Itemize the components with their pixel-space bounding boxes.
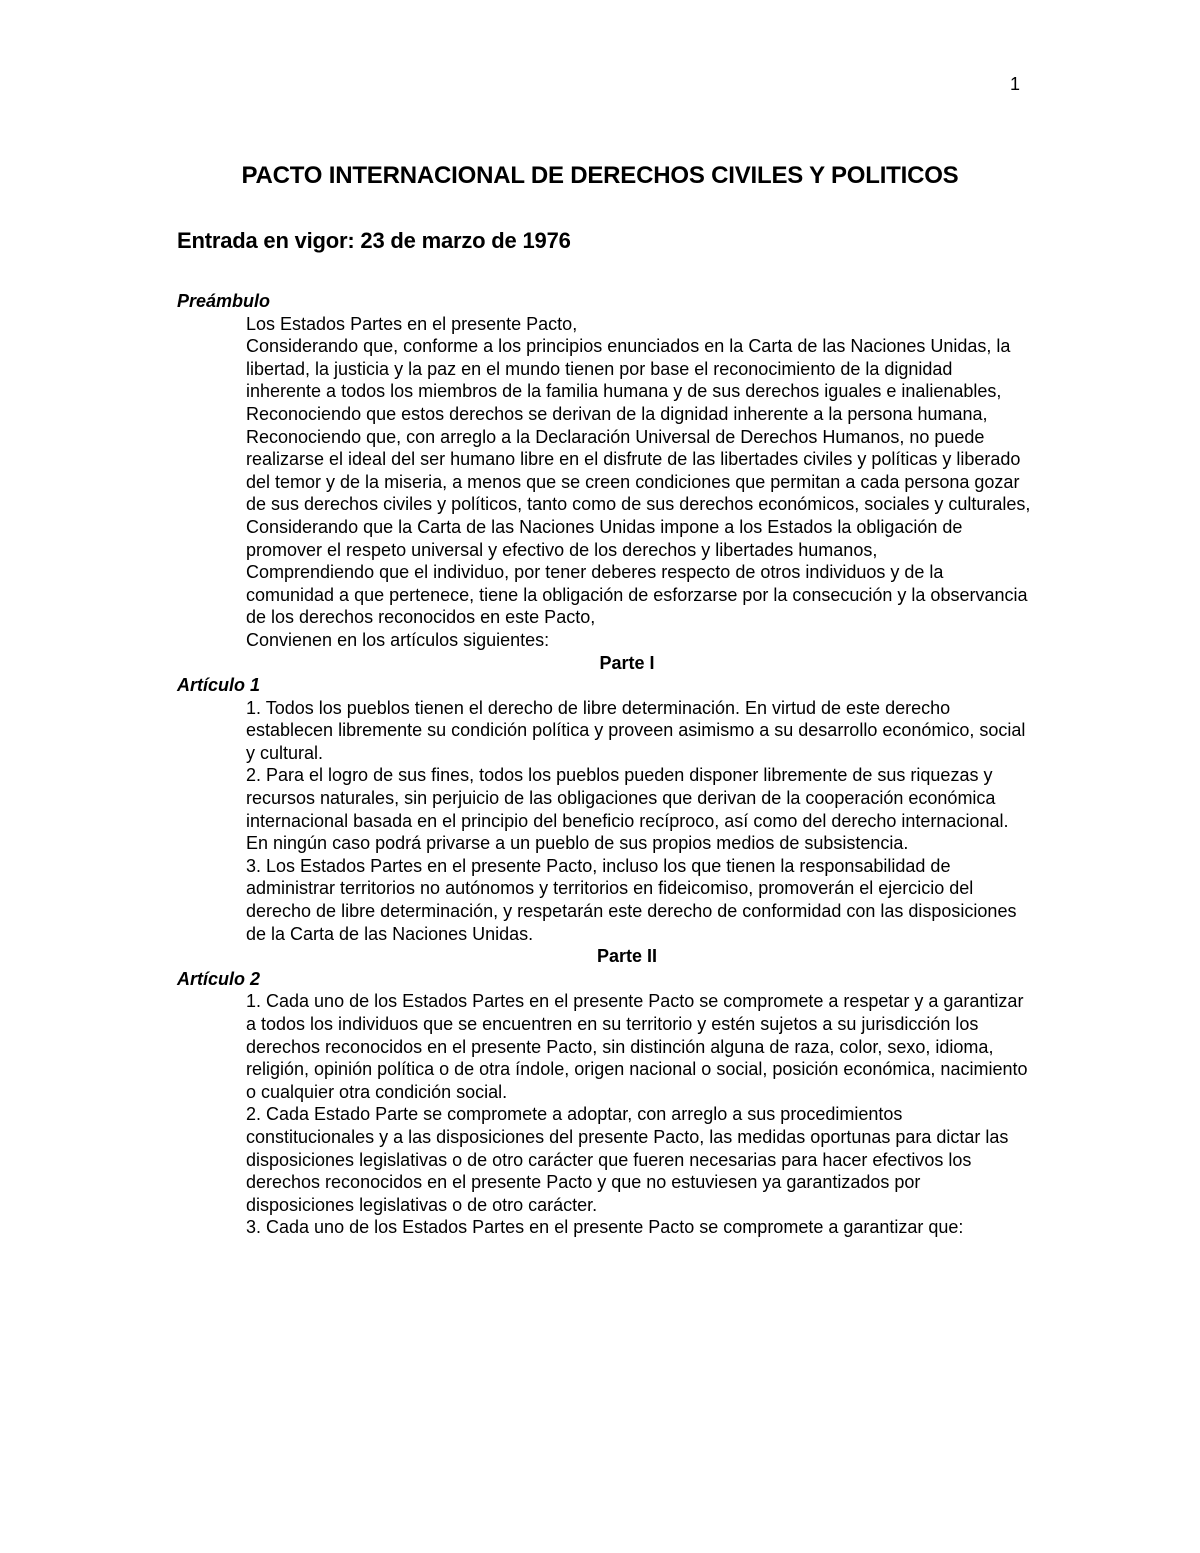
- parte-1-heading: Parte I: [599, 652, 655, 673]
- articulo-1-paragraph: 1. Todos los pueblos tienen el derecho de libre determinación. En virtud de este derecho establecen libremente su condición política y proveen asimismo a su desarrollo económico, social y cultural.: [246, 697, 1026, 763]
- articulo-2-paragraph: 2. Cada Estado Parte se compromete a adoptar, con arreglo a sus procedimientos constitucionales y a las disposiciones del presente Pacto, las medidas oportunas para dictar las disposiciones legislativas o de otro carácter que fueren necesarias para hacer efectivos los derechos reconocidos en el presente Pacto y que no estuviesen ya garantizados por disposiciones legislativas o de otro carácter.: [246, 1104, 1009, 1215]
- articulo-2-heading: Artículo 2: [177, 968, 261, 989]
- preambulo-paragraph: Considerando que la Carta de las Naciones Unidas impone a los Estados la obligación de promover el respeto universal y efectivo de los derechos y libertades humanos,: [246, 516, 963, 560]
- preambulo-text: [246, 313, 1031, 652]
- articulo-2-paragraph: 3. Cada uno de los Estados Partes en el presente Pacto se compromete a garantizar que:: [246, 1217, 964, 1238]
- preambulo-paragraph: Considerando que, conforme a los principios enunciados en la Carta de las Naciones Unidas, la libertad, la justicia y la paz en el mundo tienen por base el reconocimiento de la dignidad inherente a todos los miembros de la familia humana y de sus derechos iguales e inalienables,: [246, 336, 1011, 402]
- preambulo-paragraph: Reconociendo que, con arreglo a la Declaración Universal de Derechos Humanos, no puede realizarse el ideal del ser humano libre en el disfrute de las libertades civiles y políticas y liberado del temor y de la miseria, a menos que se creen condiciones que permitan a cada persona gozar de sus derechos civiles y políticos, tanto como de sus derechos económicos, sociales y culturales,: [246, 426, 1031, 515]
- document-body: [177, 290, 1037, 1239]
- parte-2-heading: Parte II: [596, 946, 658, 967]
- articulo-1-paragraph: 2. Para el logro de sus fines, todos los pueblos pueden disponer libremente de sus riquezas y recursos naturales, sin perjuicio de las obligaciones que derivan de la cooperación económica internacional basada en el principio del beneficio recíproco, así como del derecho internacional. En ningún caso podrá privarse a un pueblo de sus propios medios de subsistencia.: [246, 765, 1009, 854]
- preambulo-paragraph: Convienen en los artículos siguientes:: [246, 629, 550, 650]
- preambulo-paragraph: Comprendiendo que el individuo, por tener deberes respecto de otros individuos y de la comunidad a que pertenece, tiene la obligación de esforzarse por la consecución y la observancia de los derechos reconocidos en este Pacto,: [246, 562, 1028, 628]
- preambulo-paragraph: Reconociendo que estos derechos se derivan de la dignidad inherente a la persona humana,: [246, 403, 988, 424]
- preambulo-heading: Preámbulo: [177, 291, 271, 311]
- articulo-1-text: [246, 697, 1031, 946]
- articulo-2-paragraph: 1. Cada uno de los Estados Partes en el presente Pacto se compromete a respetar y a garantizar a todos los individuos que se encuentren en su territorio y estén sujetos a su jurisdicción los derechos reconocidos en el presente Pacto, sin distinción alguna de raza, color, sexo, idioma, religión, opinión política o de otra índole, origen nacional o social, posición económica, nacimiento o cualquier otra condición social.: [246, 991, 1028, 1102]
- document-title: PACTO INTERNACIONAL DE DERECHOS CIVILES Y POLITICOS: [241, 162, 959, 189]
- articulo-1-heading: Artículo 1: [177, 675, 261, 696]
- articulo-1-paragraph: 3. Los Estados Partes en el presente Pacto, incluso los que tienen la responsabilidad de administrar territorios no autónomos y territorios en fideicomiso, promoverán el ejercicio del derecho de libre determinación, y respetarán este derecho de conformidad con las disposiciones de la Carta de las Naciones Unidas.: [246, 855, 1017, 944]
- preambulo-paragraph: Los Estados Partes en el presente Pacto,: [246, 313, 578, 334]
- entry-into-force-date: Entrada en vigor: 23 de marzo de 1976: [177, 228, 571, 253]
- articulo-2-text: [246, 990, 1031, 1239]
- page-number: 1: [1010, 74, 1021, 94]
